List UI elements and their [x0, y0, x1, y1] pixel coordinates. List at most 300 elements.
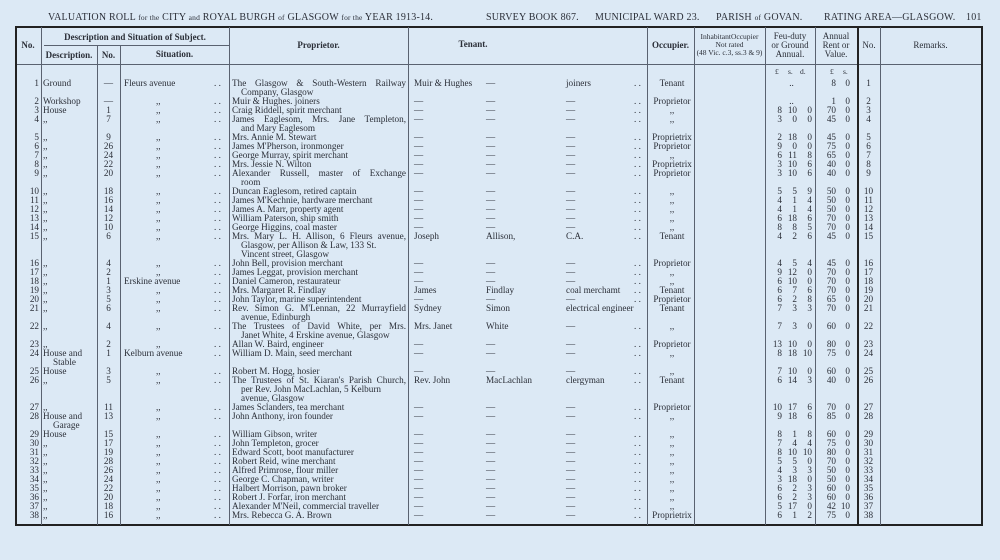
- title-part: ROYAL BURGH: [202, 12, 276, 23]
- table-row: [0, 457, 1000, 466]
- table-row: [0, 304, 1000, 322]
- tenant-surname: —: [486, 501, 496, 511]
- rent-pounds: 40: [826, 159, 836, 169]
- entry-number-right: 26: [863, 375, 874, 385]
- description-line: ,,: [43, 474, 48, 484]
- description-line: House and: [43, 348, 83, 358]
- rent-pounds: 50: [826, 195, 836, 205]
- leader-dots: . .: [214, 366, 221, 376]
- table-bottom-border: [15, 524, 983, 526]
- entry-number: 1: [34, 78, 39, 88]
- situation: ,,: [156, 375, 161, 385]
- rent-pounds: 8: [831, 78, 836, 88]
- rent-shillings: 0: [845, 474, 850, 484]
- feu-shillings: 1: [792, 429, 797, 439]
- description-line: ,,: [43, 402, 48, 412]
- rent-pounds: 50: [826, 465, 836, 475]
- rent-shillings: 0: [845, 96, 850, 106]
- tenant-occupation: —: [566, 258, 576, 268]
- occupier: Tenant: [659, 375, 685, 385]
- proprietor-line: George C. Chapman, writer: [232, 474, 334, 484]
- feu-pence: 6: [807, 285, 812, 295]
- proprietor-line: Mrs. Annie M. Stewart: [232, 132, 317, 142]
- tenant-surname: —: [486, 186, 496, 196]
- leader-dots: . .: [214, 276, 221, 286]
- entry-number: 24: [29, 348, 39, 358]
- entry-number: 8: [34, 159, 39, 169]
- tenant-forename: —: [414, 222, 424, 232]
- proprietor-line: William Paterson, ship smith: [232, 213, 339, 223]
- leader-dots: . .: [214, 294, 221, 304]
- description-line: ,,: [43, 465, 48, 475]
- leader-dots: . .: [634, 501, 641, 511]
- situation: ,,: [156, 510, 161, 520]
- unit-shillings: s.: [788, 67, 793, 76]
- header-inhabitant-occupier: [694, 33, 765, 57]
- tenant-forename: —: [414, 438, 424, 448]
- feu-pounds: 4: [777, 204, 782, 214]
- entry-number: 38: [29, 510, 39, 520]
- description-line: ,,: [43, 150, 48, 160]
- tenant-forename: —: [414, 204, 424, 214]
- feu-shillings: 18: [787, 213, 797, 223]
- occupier: Tenant: [659, 303, 685, 313]
- situation: ,,: [156, 303, 161, 313]
- leader-dots: . .: [634, 474, 641, 484]
- rent-pounds: 40: [826, 375, 836, 385]
- house-number: 20: [103, 492, 114, 502]
- tenant-surname: —: [486, 132, 496, 142]
- entry-number-right: 5: [866, 132, 871, 142]
- rent-pounds: 60: [826, 492, 836, 502]
- proprietor-line: Allan W. Baird, engineer: [232, 339, 324, 349]
- proprietor-line: Mrs. Mary L. H. Allison, 6 Fleurs avenue,: [232, 231, 406, 241]
- feu-pence: 0: [807, 267, 812, 277]
- table-row: [0, 151, 1000, 160]
- occupier: ,,: [669, 348, 675, 358]
- feu-pence: 4: [807, 258, 812, 268]
- rent-pounds: 1: [831, 96, 836, 106]
- table-row: [0, 115, 1000, 133]
- feu-pence: 0: [807, 456, 812, 466]
- leader-dots: . .: [634, 492, 641, 502]
- proprietor: [232, 79, 406, 97]
- rent-shillings: 0: [845, 483, 850, 493]
- tenant-surname: —: [486, 276, 496, 286]
- situation: ,,: [156, 492, 161, 502]
- rent-pounds: 75: [826, 438, 836, 448]
- leader-dots: . .: [634, 438, 641, 448]
- description: [43, 169, 48, 178]
- rent-shillings: 0: [845, 375, 850, 385]
- rent-pounds: 75: [826, 141, 836, 151]
- proprietor-line: Mrs. Jessie N. Wilton: [232, 159, 312, 169]
- tenant-occupation: —: [566, 348, 576, 358]
- tenant-forename: —: [414, 429, 424, 439]
- feu-shillings: 2: [792, 492, 797, 502]
- rent-pounds: 70: [826, 105, 836, 115]
- leader-dots: . .: [634, 321, 641, 331]
- tenant-occupation: —: [566, 213, 576, 223]
- leader-dots: . .: [214, 474, 221, 484]
- proprietor-line: James M'Kechnie, hardware merchant: [232, 195, 373, 205]
- occupier: ,,: [669, 492, 675, 502]
- situation: ,,: [156, 483, 161, 493]
- tenant-occupation: —: [566, 294, 576, 304]
- leader-dots: . .: [214, 114, 221, 124]
- situation: ,,: [156, 285, 161, 295]
- entry-number: 29: [29, 429, 39, 439]
- description-line: ,,: [43, 456, 48, 466]
- situation: ,,: [156, 222, 161, 232]
- leader-dots: . .: [214, 438, 221, 448]
- house-number: —: [103, 96, 114, 106]
- header-line: Not rated: [715, 40, 744, 49]
- description: [43, 304, 48, 313]
- proprietor-line: Alexander M'Neil, commercial traveller: [232, 501, 380, 511]
- feu-shillings: 18: [787, 348, 797, 358]
- occupier: ,,: [669, 447, 675, 457]
- leader-dots: . .: [214, 321, 221, 331]
- feu-pounds: 8: [777, 222, 782, 232]
- entry-number-right: 10: [863, 186, 874, 196]
- feu-pounds: 5: [777, 456, 782, 466]
- roll-title: [48, 12, 433, 23]
- feu-shillings: 5: [792, 258, 797, 268]
- situation: ,,: [156, 474, 161, 484]
- occupier: Proprietrix: [652, 159, 692, 169]
- occupier: ,,: [669, 438, 675, 448]
- occupier: Proprietrix: [652, 510, 692, 520]
- house-number: 14: [103, 204, 114, 214]
- proprietor-line: Muir & Hughes. joiners: [232, 96, 320, 106]
- occupier: ,,: [669, 366, 675, 376]
- rent-shillings: 0: [845, 78, 850, 88]
- rent-shillings: 0: [845, 132, 850, 142]
- description-line: ,,: [43, 204, 48, 214]
- table-row: [0, 187, 1000, 196]
- proprietor-line: John Bell, provision merchant: [232, 258, 343, 268]
- entry-number-right: 16: [863, 258, 874, 268]
- tenant-forename: —: [414, 258, 424, 268]
- table-row: [0, 286, 1000, 295]
- header-feu-duty: [765, 32, 815, 59]
- rent-shillings: 0: [845, 465, 850, 475]
- feu-shillings: 18: [787, 132, 797, 142]
- feu-pounds: 4: [777, 231, 782, 241]
- entry-number: 15: [29, 231, 39, 241]
- tenant-occupation: —: [566, 114, 576, 124]
- unit-shillings: s.: [843, 67, 848, 76]
- entry-number-right: 24: [863, 348, 874, 358]
- feu-pounds: 8: [777, 105, 782, 115]
- feu-pence: 2: [807, 510, 812, 520]
- entry-number-right: 27: [863, 402, 874, 412]
- feu-shillings: 1: [792, 204, 797, 214]
- rent-pounds: 60: [826, 321, 836, 331]
- proprietor-line: avenue, Glasgow: [241, 393, 305, 403]
- occupier: ,,: [669, 501, 675, 511]
- parish: [716, 12, 802, 23]
- tenant-occupation: —: [566, 438, 576, 448]
- leader-dots: . .: [634, 186, 641, 196]
- tenant-forename: —: [414, 402, 424, 412]
- situation: Fleurs avenue: [124, 78, 176, 88]
- leader-dots: . .: [634, 105, 641, 115]
- entry-number: 3: [34, 105, 39, 115]
- rent-shillings: 0: [845, 303, 850, 313]
- situation: ,,: [156, 411, 161, 421]
- tenant-forename: James: [414, 285, 437, 295]
- feu-pounds: 9: [777, 267, 782, 277]
- house-number: 26: [103, 465, 114, 475]
- entry-number-right: 34: [863, 474, 874, 484]
- house-number: 4: [106, 321, 111, 331]
- entry-number: 18: [29, 276, 39, 286]
- feu-shillings: 3: [792, 465, 797, 475]
- leader-dots: . .: [634, 96, 641, 106]
- survey-book: SURVEY BOOK 867.: [486, 12, 579, 23]
- table-row: [0, 466, 1000, 475]
- feu-pence: 0: [807, 141, 812, 151]
- tenant-forename: —: [414, 456, 424, 466]
- proprietor-line: James Leggat, provision merchant: [232, 267, 359, 277]
- table-row: [0, 169, 1000, 187]
- feu-shillings: 2: [792, 294, 797, 304]
- tenant-surname: Simon: [486, 303, 510, 313]
- proprietor: [232, 322, 406, 340]
- table-row: [0, 349, 1000, 367]
- proprietor-line: per Rev. John MacLachlan, 5 Kelburn: [241, 384, 381, 394]
- leader-dots: . .: [634, 204, 641, 214]
- tenant-forename: Joseph: [414, 231, 440, 241]
- feu-shillings: 10: [787, 276, 797, 286]
- leader-dots: . .: [214, 447, 221, 457]
- feu-pence: 6: [807, 213, 812, 223]
- description-line: ,,: [43, 438, 48, 448]
- tenant-surname: —: [486, 78, 496, 88]
- leader-dots: . .: [214, 456, 221, 466]
- proprietor-line: The Trustees of David White, per Mrs.: [232, 321, 406, 331]
- rent-pounds: 70: [826, 285, 836, 295]
- table-row: [0, 259, 1000, 268]
- rent-pounds: 45: [826, 132, 836, 142]
- proprietor: [232, 232, 406, 259]
- feu-pounds: 7: [777, 438, 782, 448]
- title-part: for the: [341, 13, 363, 22]
- tenant-forename: —: [414, 114, 424, 124]
- feu-pence: 0: [807, 276, 812, 286]
- rent-pounds: 45: [826, 114, 836, 124]
- tenant-forename: Sydney: [414, 303, 442, 313]
- leader-dots: . .: [214, 105, 221, 115]
- tenant-occupation: —: [566, 186, 576, 196]
- leader-dots: . .: [634, 231, 641, 241]
- leader-dots: . .: [634, 447, 641, 457]
- table-row: [0, 232, 1000, 259]
- rent-pounds: 80: [826, 339, 836, 349]
- table-row: [0, 475, 1000, 484]
- occupier: ,,: [669, 105, 675, 115]
- tenant-occupation: —: [566, 159, 576, 169]
- leader-dots: . .: [214, 78, 221, 88]
- description-line: House: [43, 105, 67, 115]
- feu-shillings: 0: [792, 141, 797, 151]
- entry-number: 9: [34, 168, 39, 178]
- entry-number-right: 21: [863, 303, 874, 313]
- occupier: Proprietor: [653, 258, 691, 268]
- occupier: ,,: [669, 411, 675, 421]
- entry-number-right: 4: [866, 114, 871, 124]
- feu-pence: 0: [807, 132, 812, 142]
- description-line: ,,: [43, 141, 48, 151]
- header-line: Annual.: [775, 49, 805, 59]
- entry-number: 4: [34, 114, 39, 124]
- occupier: Proprietrix: [652, 132, 692, 142]
- entry-number: 6: [34, 141, 39, 151]
- leader-dots: . .: [634, 213, 641, 223]
- situation: ,,: [156, 204, 161, 214]
- page-number: 101: [966, 12, 982, 23]
- occupier: Proprietor: [653, 141, 691, 151]
- entry-number: 21: [29, 303, 39, 313]
- table-row: [0, 205, 1000, 214]
- leader-dots: . .: [214, 222, 221, 232]
- situation: ,,: [156, 339, 161, 349]
- proprietor-line: James A. Marr, property agent: [232, 204, 344, 214]
- rent-shillings: 0: [845, 339, 850, 349]
- entry-number-right: 14: [863, 222, 874, 232]
- entry-number-right: 19: [863, 285, 874, 295]
- feu-pounds: 8: [777, 429, 782, 439]
- tenant-occupation: —: [566, 168, 576, 178]
- tenant-forename: —: [414, 159, 424, 169]
- proprietor: [232, 376, 406, 403]
- entry-number-right: 18: [863, 276, 874, 286]
- table-row: [0, 439, 1000, 448]
- entry-number: 28: [29, 411, 39, 421]
- description-line: ,,: [43, 159, 48, 169]
- header-line: Feu-duty: [773, 31, 807, 41]
- rent-shillings: 0: [845, 411, 850, 421]
- header-remarks: Remarks.: [913, 40, 948, 50]
- tenant-surname: —: [486, 195, 496, 205]
- tenant-forename: —: [414, 348, 424, 358]
- header-bottom-line: [15, 64, 983, 65]
- leader-dots: . .: [214, 141, 221, 151]
- proprietor: [232, 304, 406, 322]
- header-line: Rent or: [822, 40, 850, 50]
- rent-shillings: 0: [845, 510, 850, 520]
- entry-number: 36: [29, 492, 39, 502]
- leader-dots: . .: [214, 411, 221, 421]
- entry-number: 7: [34, 150, 39, 160]
- feu-pence: 6: [807, 168, 812, 178]
- description-line: ,,: [43, 501, 48, 511]
- feu-shillings: 14: [787, 375, 797, 385]
- feu-pence: 10: [802, 348, 812, 358]
- feu-pounds: 5: [777, 186, 782, 196]
- house-number: 3: [106, 366, 111, 376]
- leader-dots: . .: [634, 456, 641, 466]
- rent-shillings: 0: [845, 429, 850, 439]
- tenant-occupation: —: [566, 501, 576, 511]
- tenant-occupation: —: [566, 96, 576, 106]
- occupier: Tenant: [659, 231, 685, 241]
- rent-shillings: 0: [845, 276, 850, 286]
- header-no2: No.: [862, 40, 876, 50]
- situation: ,,: [156, 321, 161, 331]
- entry-number: 33: [29, 465, 39, 475]
- house-number: 16: [103, 510, 114, 520]
- leader-dots: . .: [214, 96, 221, 106]
- rent-shillings: 0: [845, 231, 850, 241]
- title-part: CITY: [162, 12, 186, 23]
- feu-shillings: 18: [787, 411, 797, 421]
- tenant-surname: —: [486, 465, 496, 475]
- feu-pounds: 3: [777, 159, 782, 169]
- leader-dots: . .: [214, 348, 221, 358]
- situation: ,,: [156, 96, 161, 106]
- leader-dots: . .: [634, 510, 641, 520]
- feu-shillings: 10: [787, 447, 797, 457]
- header-tenant: Tenant.: [458, 39, 488, 49]
- feu-pounds: 6: [777, 294, 782, 304]
- feu-pence: 0: [807, 474, 812, 484]
- entry-number: 12: [29, 204, 39, 214]
- tenant-occupation: —: [566, 276, 576, 286]
- rent-shillings: 0: [845, 186, 850, 196]
- entry-number-right: 35: [863, 483, 874, 493]
- table-row: [0, 448, 1000, 457]
- feu-pence: 0: [807, 321, 812, 331]
- house-number: 5: [106, 294, 111, 304]
- entry-number-right: 11: [864, 195, 873, 205]
- situation: ,,: [156, 267, 161, 277]
- house-number: 7: [106, 114, 111, 124]
- feu-pence: 8: [807, 429, 812, 439]
- rent-pounds: 60: [826, 483, 836, 493]
- entry-number: 34: [29, 474, 39, 484]
- parish-name: GOVAN.: [763, 12, 803, 23]
- entry-number-right: 2: [866, 96, 871, 106]
- leader-dots: . .: [634, 78, 641, 88]
- leader-dots: . .: [634, 276, 641, 286]
- tenant-occupation: —: [566, 447, 576, 457]
- leader-dots: . .: [634, 285, 641, 295]
- table-row: [0, 133, 1000, 142]
- tenant-surname: —: [486, 258, 496, 268]
- feu-shillings: 3: [792, 321, 797, 331]
- tenant-surname: —: [486, 348, 496, 358]
- tenant-occupation: —: [566, 411, 576, 421]
- house-number: 1: [106, 105, 111, 115]
- house-number: 18: [103, 501, 114, 511]
- proprietor-line: George Higgins, coal master: [232, 222, 337, 232]
- tenant-occupation: —: [566, 132, 576, 142]
- feu-pounds: 5: [777, 501, 782, 511]
- rent-shillings: 0: [845, 438, 850, 448]
- tenant-forename: Rev. John: [414, 375, 451, 385]
- entry-number-right: 31: [863, 447, 874, 457]
- occupier: Proprietor: [653, 339, 691, 349]
- leader-dots: . .: [214, 213, 221, 223]
- feu-pence: 6: [807, 231, 812, 241]
- occupier: Tenant: [659, 78, 685, 88]
- house-number: 5: [106, 375, 111, 385]
- situation: Kelburn avenue: [124, 348, 183, 358]
- feu-duty: ..: [789, 78, 794, 88]
